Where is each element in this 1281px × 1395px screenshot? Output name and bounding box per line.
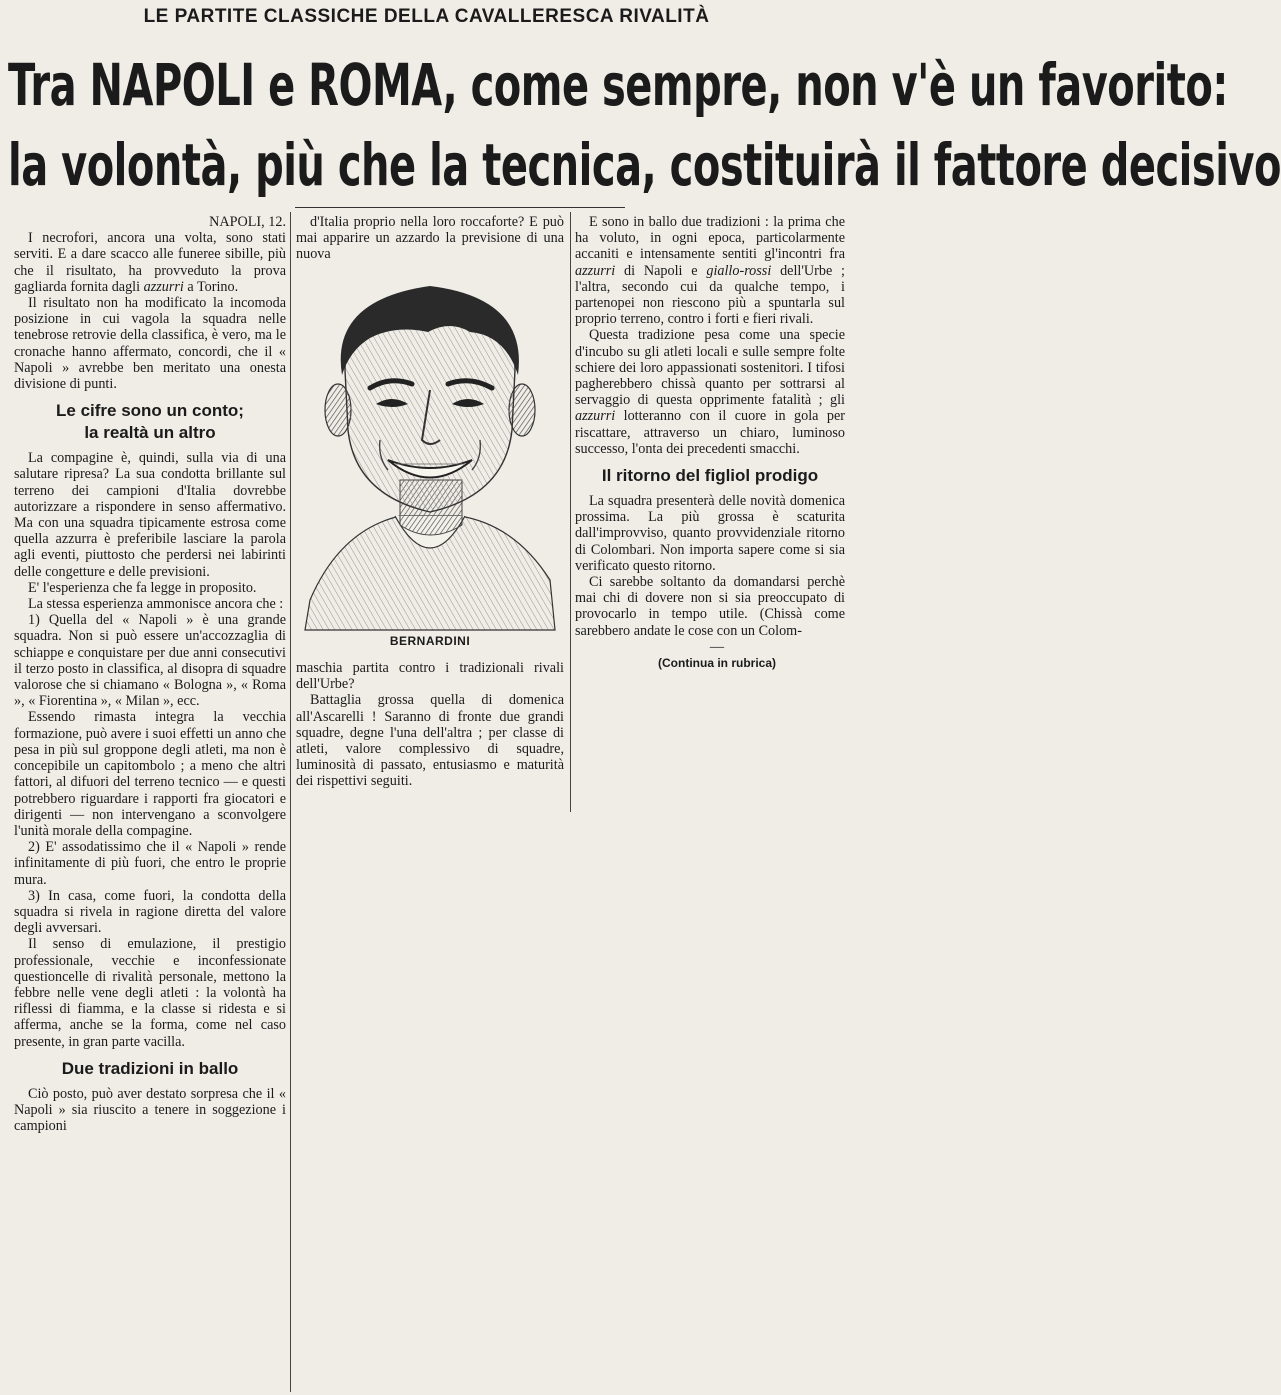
subheading-cifre: Le cifre sono un conto; la realtà un altro bbox=[56, 401, 244, 443]
article-column-1 bbox=[14, 214, 286, 1134]
paragraph: I necrofori, ancora una volta, sono stati serviti. E a dare scacco alle funeree sibille, più che il risultato, ha provveduto la prova gagliarda fornita dagli azzurri a Torino. bbox=[14, 230, 286, 295]
paragraph: Essendo rimasta integra la vecchia formazione, può avere i suoi effetti un anno che pesa in più sul groppone degli atleti, ma non è concepibile un capitombolo ; a meno che altri fattori, al difuori del terreno tecnico — e questi potrebbero riguardare i rapporti fra giocatori e dirigenti — non intervengano a sconvolgere l'unità morale della compagine. bbox=[14, 709, 286, 839]
paragraph: 2) E' assodatissimo che il « Napoli » rende infinitamente di più fuori, che entro le proprie mura. bbox=[14, 839, 286, 888]
paragraph: Questa tradizione pesa come una specie d'incubo su gli atleti locali e sulle sempre folte schiere dei loro appassionati sostenitori. I tifosi pagherebbero chissà quanto per sottrarsi al servaggio di questa opprimente fatalità ; gli azzurri lotteranno con il cuore in gola per riscattare, attraverso un chiaro, luminoso successo, l'onta dei precedenti smacchi. bbox=[575, 327, 845, 457]
column-divider-1 bbox=[290, 212, 291, 1392]
column-divider-2 bbox=[570, 212, 571, 812]
paragraph: maschia partita contro i tradizionali rivali dell'Urbe? bbox=[296, 660, 564, 693]
paragraph: Ci sarebbe soltanto da domandarsi perchè mai chi di dovere non si sia preoccupato di provocarlo in tempo utile. (Chissà come sarebbero andate le cose con un Colom- bbox=[575, 574, 845, 639]
headline-rule bbox=[295, 207, 625, 208]
paragraph: La squadra presenterà delle novità domenica prossima. La più grossa è scaturita dall'improvviso, quanto provvidenziale ritorno di Colombari. Non importa sapere come si sia verificato questo ritorno. bbox=[575, 493, 845, 574]
kicker-headline: LE PARTITE CLASSICHE DELLA CAVALLERESCA RIVALITÀ bbox=[143, 6, 710, 27]
paragraph: La stessa esperienza ammonisce ancora che : bbox=[28, 596, 284, 613]
subheading-figliol-prodigo: Il ritorno del figliol prodigo bbox=[601, 466, 819, 486]
paragraph: E' l'esperienza che fa legge in proposito. bbox=[28, 579, 257, 596]
continued-note: (Continua in rubrica) bbox=[658, 656, 776, 671]
separator-dash: — bbox=[709, 638, 725, 655]
paragraph: 3) In casa, come fuori, la condotta della squadra si rivela in ragione diretta del valore degli avversari. bbox=[14, 887, 286, 937]
subheading-tradizioni: Due tradizioni in ballo bbox=[61, 1058, 239, 1078]
dateline: NAPOLI, 12. bbox=[209, 214, 286, 230]
article-column-3 bbox=[575, 214, 845, 671]
main-headline-line-1: Tra NAPOLI e ROMA, come sempre, non v'è un favorito: bbox=[8, 52, 1228, 120]
main-headline-line-2: la volontà, più che la tecnica, costituirà il fattore decisivo bbox=[8, 132, 1281, 200]
paragraph: Ciò posto, può aver destato sorpresa che il « Napoli » sia riuscito a tenere in soggezione i campioni bbox=[14, 1085, 286, 1135]
portrait-bernardini-image bbox=[300, 280, 560, 630]
paragraph: 1) Quella del « Napoli » è una grande squadra. Non si può essere un'accozzaglia di schiappe e conquistare per due anni consecutivi il terzo posto in classifica, al disopra di squadre valorose che si chiamano « Bologna », « Roma », « Fiorentina », « Milan », ecc. bbox=[14, 612, 286, 710]
article-column-2 bbox=[296, 214, 564, 263]
paragraph: La compagine è, quindi, sulla via di una salutare ripresa? La sua condotta brillante sul terreno dei campioni d'Italia dovrebbe autorizzare a rispondere in senso affermativo. Ma con una squadra tipicamente estrosa come quella azzurra è preferibile lasciare la parola agli eventi, piuttosto che perdersi nei labirinti delle congetture e delle previsioni. bbox=[14, 450, 286, 580]
paragraph: E sono in ballo due tradizioni : la prima che ha voluto, in ogni epoca, particolarmente accaniti e intensamente sentiti gl'incontri fra azzurri di Napoli e giallo-rossi dell'Urbe ; l'altra, secondo cui da qualche tempo, i partenopei non riescono più a spuntarla sul proprio terreno, contro i forti e fieri rivali. bbox=[575, 214, 845, 328]
paragraph: d'Italia proprio nella loro roccaforte? E può mai apparire un azzardo la previsione di una nuova bbox=[296, 214, 564, 263]
paragraph: Il risultato non ha modificato la incomoda posizione in cui vagola la squadra nelle tenebrose retrovie della classifica, è vero, ma le cronache hanno affermato, concordi, che il « Napoli » avrebbe ben meritato una onesta divisione di punti. bbox=[14, 295, 286, 393]
portrait-caption: BERNARDINI bbox=[389, 634, 471, 648]
article-column-2-continued bbox=[296, 660, 564, 790]
paragraph: Il senso di emulazione, il prestigio professionale, vecchie e inconfessionate questioncelle di rivalità personale, mettono la febbre nelle vene degli atleti : la volontà ha riflessi di fiamma, e la classe si ridesta e si afferma, anche se la forma, come nel caso presente, in gran parte vacilla. bbox=[14, 936, 286, 1050]
paragraph: Battaglia grossa quella di domenica all'Ascarelli ! Saranno di fronte due grandi squadre, degne l'una dell'altra ; per classe di atleti, valore complessivo di squadre, luminosità di passato, entusiasmo e maturità dei rispettivi seguiti. bbox=[296, 692, 564, 790]
